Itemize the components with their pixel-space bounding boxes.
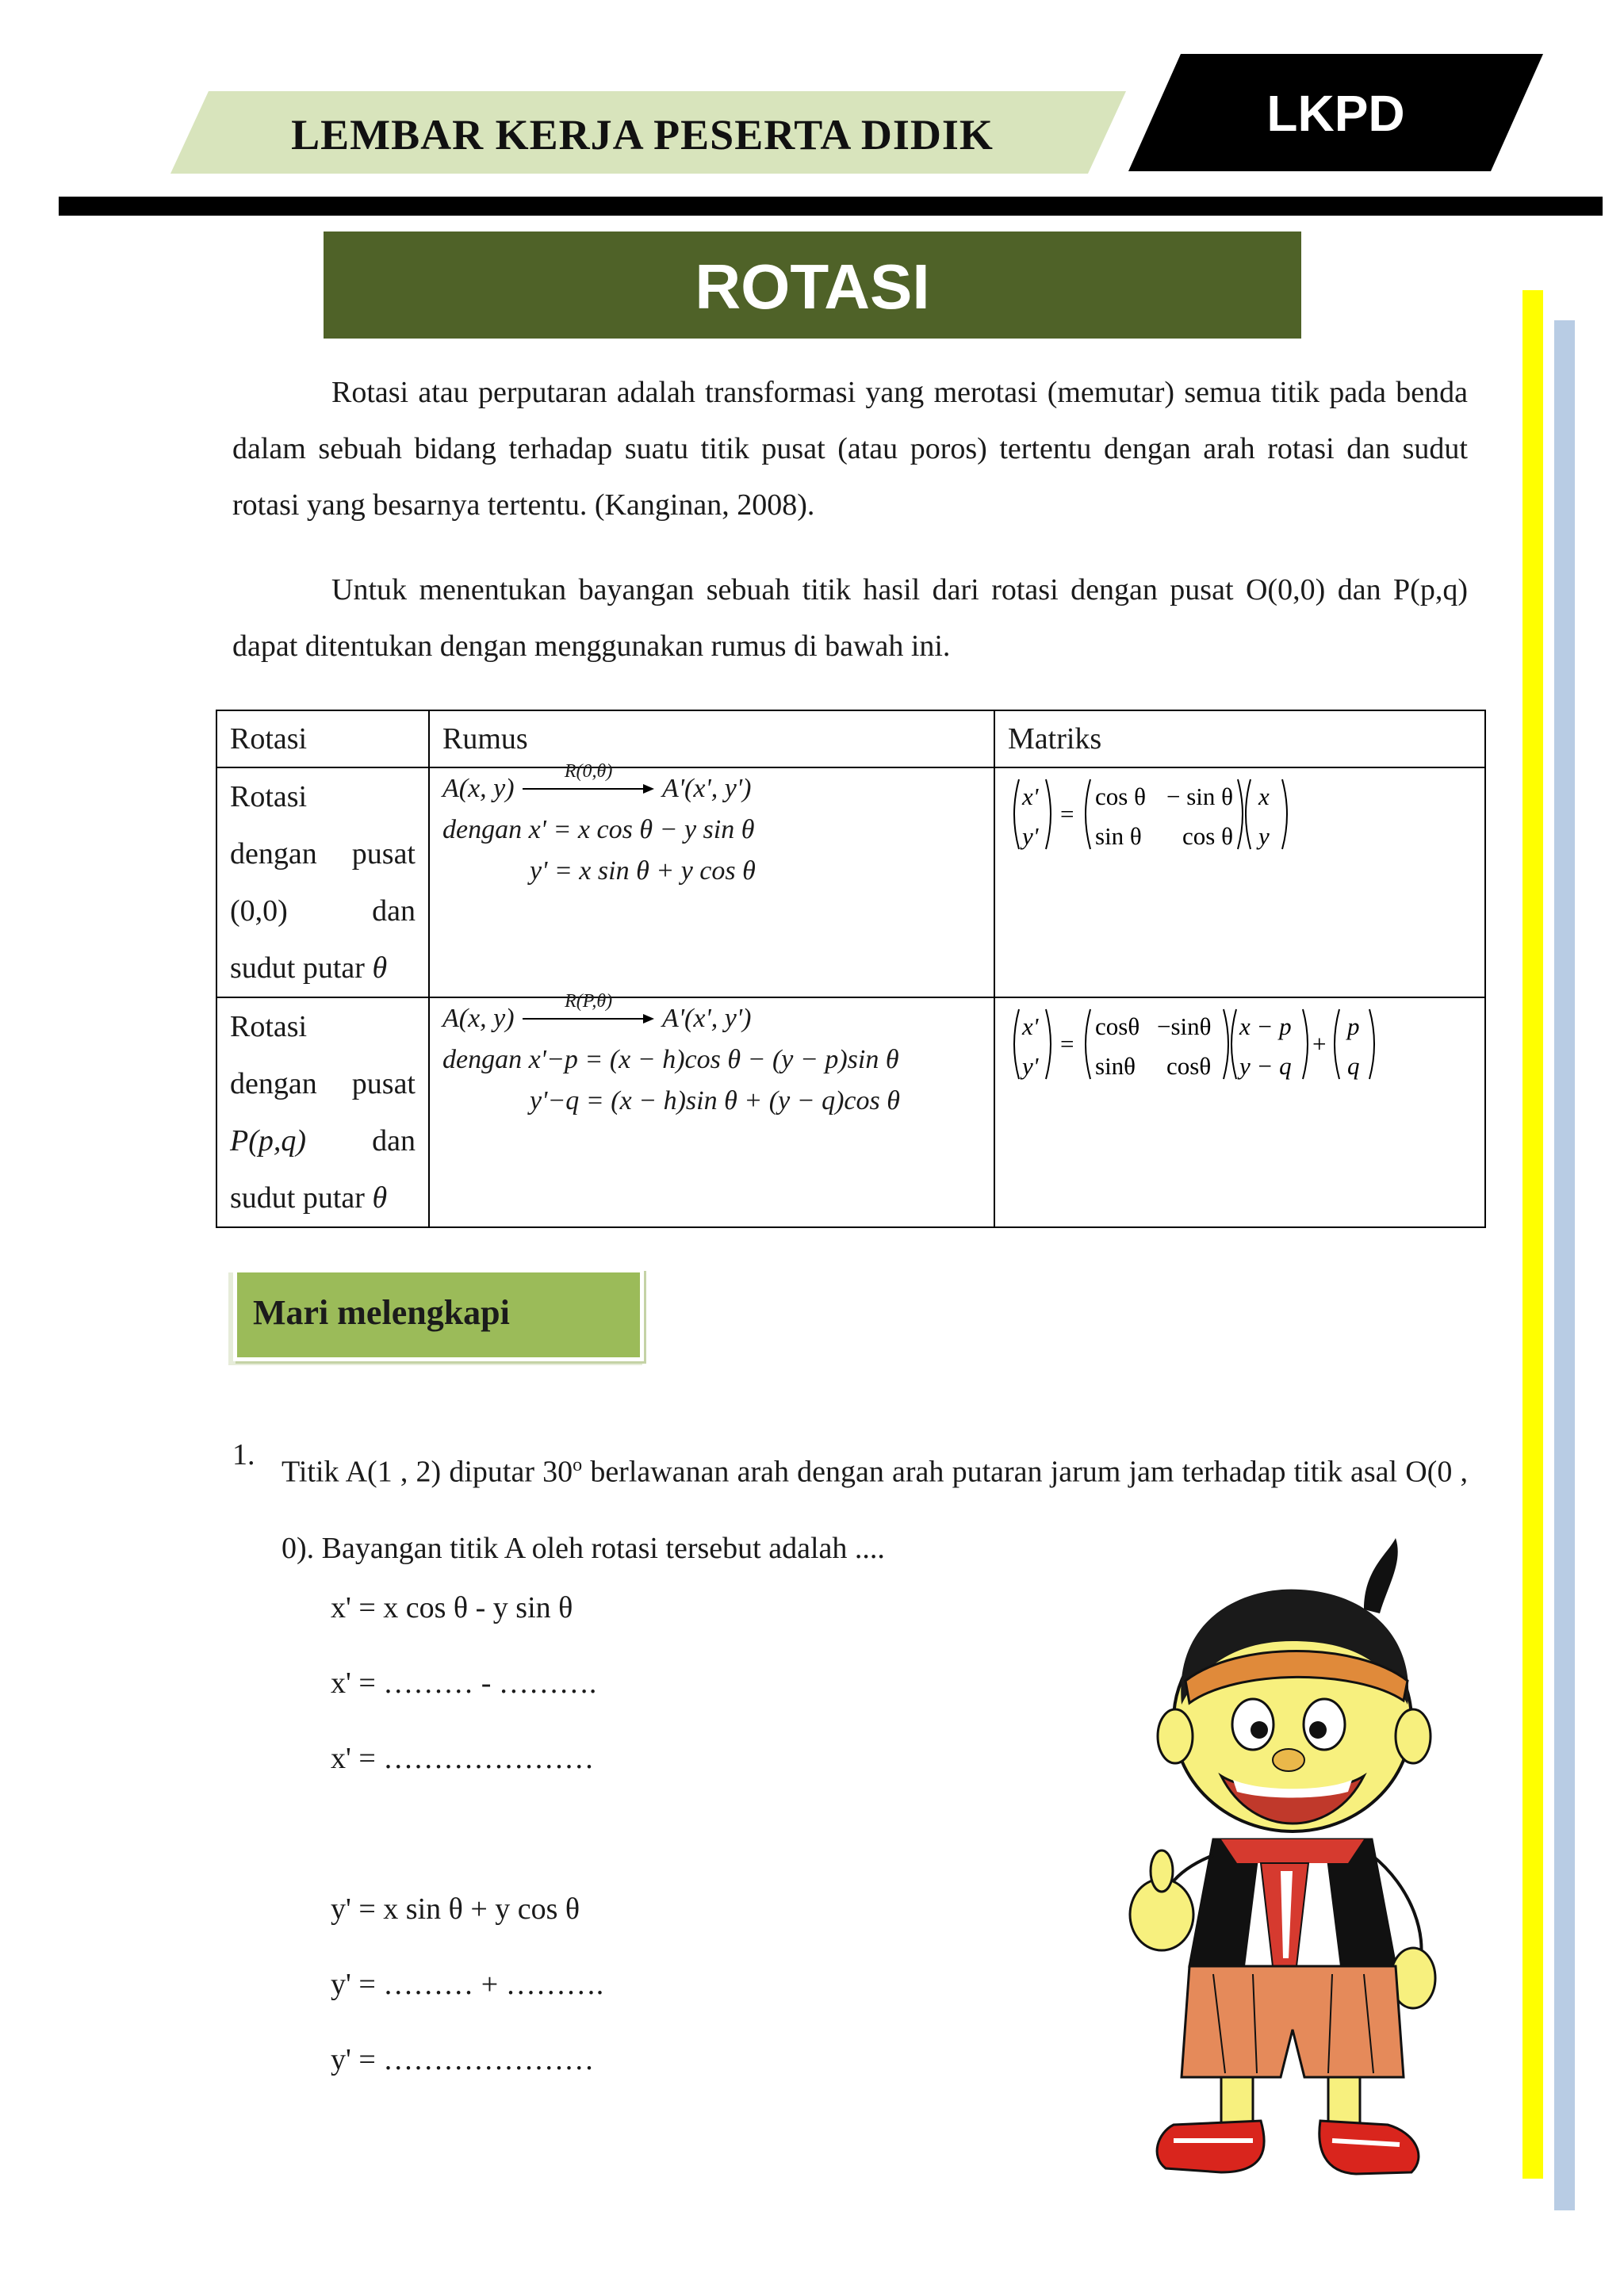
formula-to: A'(x', y') [662,1004,752,1033]
row-label-text: (0,0) [230,894,288,928]
mapping-arrow [521,991,656,1036]
section-banner-label: Mari melengkapi [253,1293,510,1332]
matrix-entry: cos θ [1182,822,1233,850]
row-label-text: pusat [351,1067,416,1100]
formula-eq1: x' = x cos θ − y sin θ [528,815,755,844]
table-header-rotasi: Rotasi [216,710,429,767]
header-rule [59,197,1603,216]
formula-prefix: dengan [442,1045,523,1074]
degree-superscript: o [573,1455,583,1475]
formula-cell [429,991,994,1227]
table-header-row [216,710,1485,767]
svg-text:=: = [1060,800,1074,828]
matrix-equation-2 [1008,1003,1388,1090]
matrix-entry: cosθ [1095,1012,1140,1040]
formula-to: A'(x', y') [662,774,752,803]
matrix-cell [994,767,1485,997]
matrix-entry: cosθ [1166,1052,1212,1080]
table-row [216,767,1485,997]
formula-from: A(x, y) [442,774,515,803]
matrix-entry: sinθ [1095,1052,1136,1080]
svg-text:+: + [1312,1030,1327,1058]
table-header-matriks: Matriks [994,710,1485,767]
row-label-text: Rotasi [230,780,308,813]
matrix-entry: sin θ [1095,822,1142,850]
formula-eq1: x'−p = (x − h)cos θ − (y − p)sin θ [528,1045,899,1074]
matrix-entry: − sin θ [1166,783,1234,810]
row-label-text: Rotasi [230,1010,308,1043]
matrix-equation-1 [1008,773,1341,860]
matrix-lhs: x' [1022,1012,1039,1040]
formula-prefix: dengan [442,815,523,844]
matrix-cell [994,997,1485,1227]
side-bar-blue [1554,320,1575,2210]
row-label-text: P(p,q) [230,1124,307,1158]
row-label-text: dengan [230,837,317,871]
arrow-label: R(P,θ) [565,991,613,1012]
row-label [216,767,429,997]
work-line: y' = ……… + ………. [331,1968,604,2001]
lkpd-badge-label: LKPD [1266,85,1405,142]
matrix-plus: q [1347,1052,1360,1080]
work-line: x' = x cos θ - y sin θ [331,1591,573,1624]
matrix-lhs: y' [1022,1052,1039,1080]
question-text-part: Titik A(1 , 2) diputar 30 [282,1455,573,1489]
intro-paragraph-2: Untuk menentukan bayangan sebuah titik hasil dari rotasi dengan pusat O(0,0) dan P(p,q) dapat ditentukan dengan menggunakan rumus di bawah ini. [232,573,1468,663]
header-title: LEMBAR KERJA PESERTA DIDIK [291,111,994,159]
question-number: 1. [232,1438,255,1471]
work-line: x' = ………………… [331,1742,595,1775]
work-line: y' = x sin θ + y cos θ [331,1892,580,1926]
intro-paragraph-1: Rotasi atau perputaran adalah transformasi yang merotasi (memutar) semua titik pada benda dalam sebuah bidang terhadap suatu titik pusat (atau poros) tertentu dengan arah rotasi dan sudut rotasi yang besarnya tertentu. (Kanginan, 2008). [232,376,1468,522]
mascot-illustration [1126,1522,1459,2180]
formula-table [216,710,1486,1228]
mapping-arrow [521,761,656,806]
arrow-label: R(0,θ) [564,761,613,783]
row-label-text: dengan [230,1067,317,1100]
matrix-vector: x [1258,783,1270,810]
row-label [216,997,429,1227]
row-label-text: sudut putar [230,951,365,985]
question-text-part: berlawanan arah dengan arah putaran jarum jam terhadap titik asal O(0 , 0). Bayangan titik A oleh rotasi tersebut adalah .... [282,1455,1468,1565]
work-line: x' = ……… - ………. [331,1667,597,1700]
matrix-entry: cos θ [1095,783,1146,810]
row-label-text: dan [372,894,416,928]
matrix-entry: −sinθ [1157,1012,1212,1040]
theta-symbol: θ [372,951,388,985]
table-row [216,997,1485,1227]
table-header-rumus: Rumus [429,710,994,767]
row-label-text: dan [372,1124,416,1158]
row-label-text: sudut putar [230,1181,365,1215]
formula-eq2: y'−q = (x − h)sin θ + (y − q)cos θ [530,1086,900,1115]
arrow-icon [521,778,656,802]
arrow-icon [521,1008,656,1031]
formula-cell [429,761,994,997]
work-line: y' = ………………… [331,2043,595,2076]
matrix-lhs: x' [1022,783,1039,810]
formula-eq2: y' = x sin θ + y cos θ [530,856,756,886]
matrix-plus: p [1347,1012,1360,1040]
matrix-lhs: y' [1022,822,1039,850]
formula-from: A(x, y) [442,1004,515,1033]
matrix-vector: y − q [1239,1052,1292,1080]
theta-symbol: θ [372,1181,388,1215]
side-bar-yellow [1522,290,1543,2179]
matrix-vector: y [1258,822,1270,850]
page-title: ROTASI [324,232,1301,339]
row-label-text: pusat [351,837,416,871]
svg-text:=: = [1060,1030,1074,1058]
matrix-vector: x − p [1239,1012,1292,1040]
